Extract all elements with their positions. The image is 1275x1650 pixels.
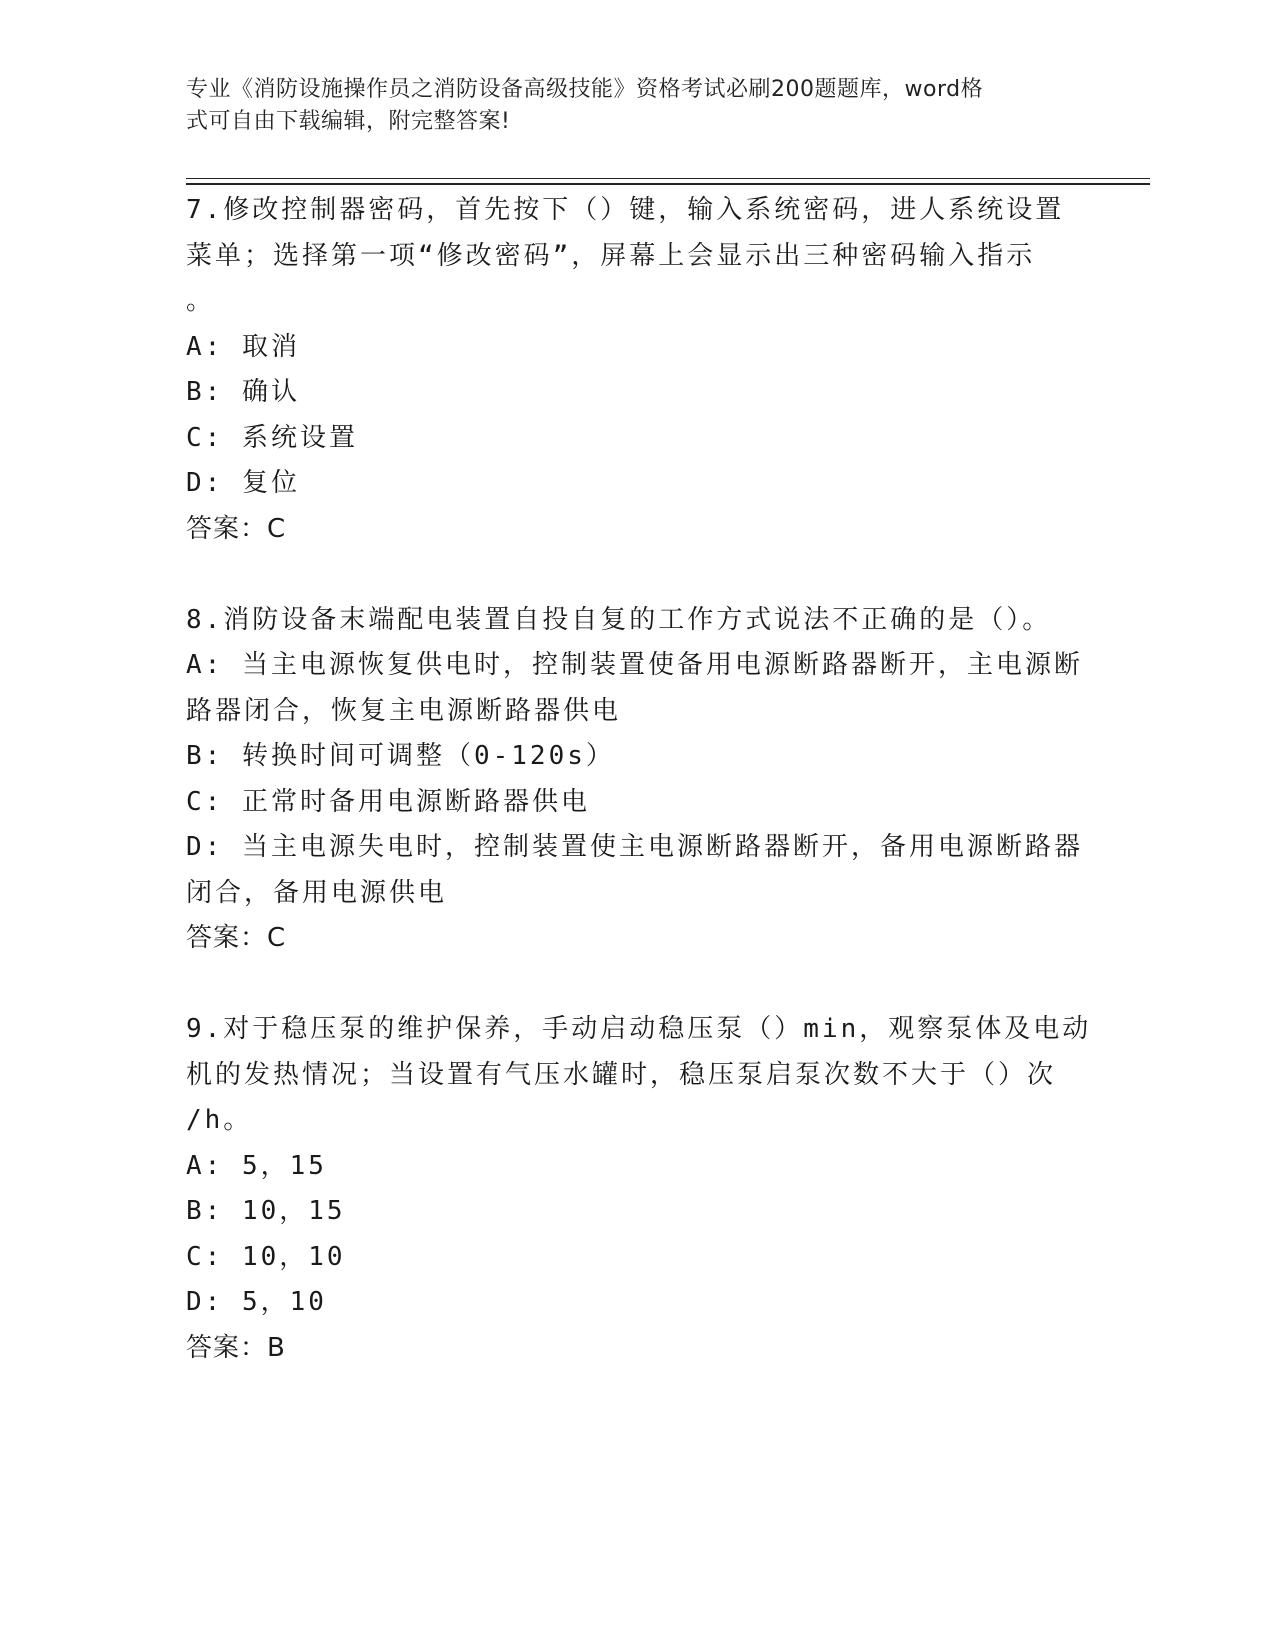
option-d: D: 复位 xyxy=(186,468,300,498)
header-divider-thin xyxy=(186,178,1150,179)
question-list xyxy=(186,188,1092,1417)
answer-label: 答案：B xyxy=(186,1332,286,1363)
option-b: B: 10，15 xyxy=(186,1196,346,1226)
document-header xyxy=(186,74,1066,138)
option-d: D: 当主电源失电时，控制装置使主电源断路器断开，备用电源断路器 xyxy=(186,832,1083,862)
option-a: A: 当主电源恢复供电时，控制装置使备用电源断路器断开，主电源断 xyxy=(186,650,1083,680)
option-c: C: 10，10 xyxy=(186,1241,346,1272)
question-stem: 8.消防设备末端配电装置自投自复的工作方式说法不正确的是（）。 xyxy=(186,604,1052,635)
question-stem: 7.修改控制器密码，首先按下（）键，输入系统密码，进人系统设置 xyxy=(186,195,1065,225)
header-divider-thick xyxy=(186,183,1150,185)
option-c: C: 正常时备用电源断路器供电 xyxy=(186,786,590,817)
question-stem: /h。 xyxy=(186,1105,253,1135)
option-b: B: 转换时间可调整（0-120s） xyxy=(186,741,615,771)
header-line-2: 式可自由下载编辑，附完整答案! xyxy=(186,109,511,134)
header-line-1: 专业《消防设施操作员之消防设备高级技能》资格考试必刷200题题库，word格 xyxy=(186,77,984,102)
option-a-continued: 路器闭合，恢复主电源断路器供电 xyxy=(186,695,622,726)
question-9 xyxy=(186,1007,1092,1371)
question-stem: 。 xyxy=(186,286,216,316)
question-stem: 机的发热情况；当设置有气压水罐时，稳压泵启泵次数不大于（）次 xyxy=(186,1059,1057,1090)
option-d: D: 5，10 xyxy=(186,1287,327,1317)
answer-label: 答案：C xyxy=(186,923,287,953)
question-stem: 菜单；选择第一项“修改密码”，屏幕上会显示出三种密码输入指示 xyxy=(186,240,1036,271)
option-a: A: 5，15 xyxy=(186,1150,327,1181)
question-stem: 9.对于稳压泵的维护保养，手动启动稳压泵（）min，观察泵体及电动 xyxy=(186,1014,1092,1044)
option-c: C: 系统设置 xyxy=(186,422,358,453)
option-d-continued: 闭合，备用电源供电 xyxy=(186,877,448,908)
option-a: A: 取消 xyxy=(186,331,300,362)
question-8 xyxy=(186,598,1086,962)
option-b: B: 确认 xyxy=(186,377,300,407)
answer-label: 答案：C xyxy=(186,513,287,544)
question-7 xyxy=(186,188,1086,552)
